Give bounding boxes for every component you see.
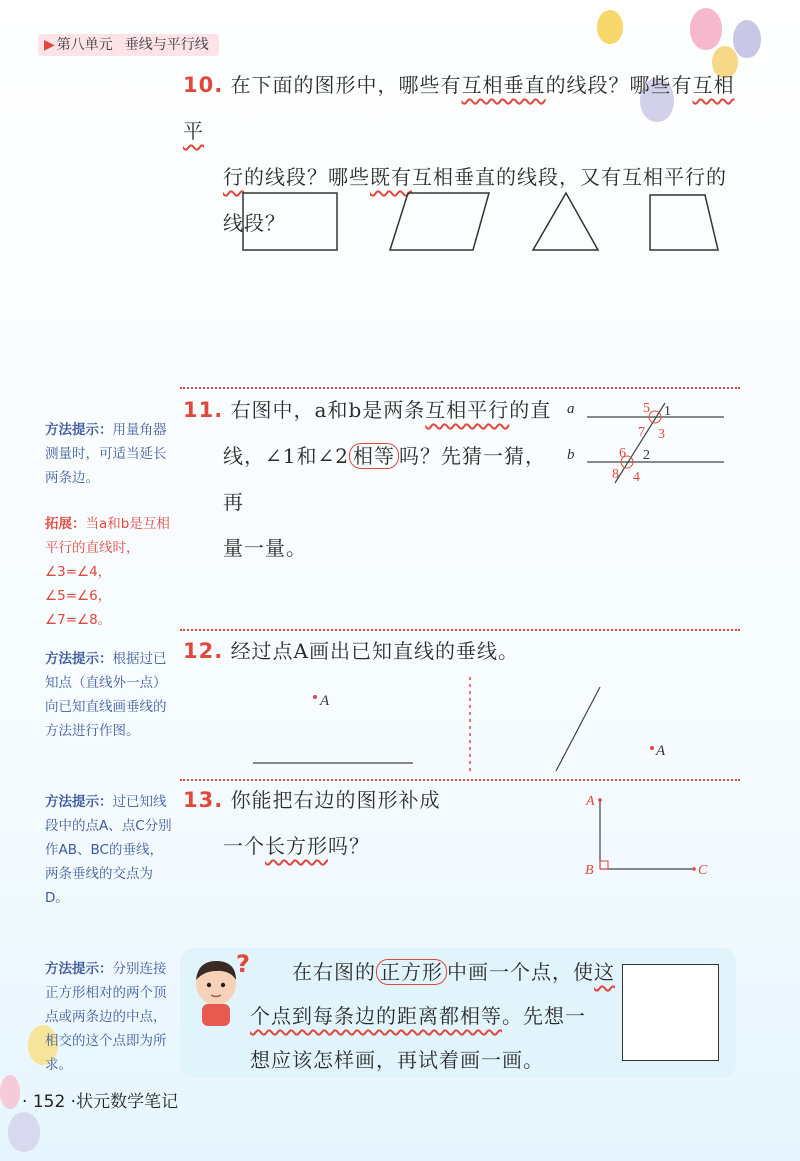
point-label: A <box>320 693 330 709</box>
given-line-right <box>556 687 600 771</box>
trapezoid-shape <box>650 195 718 250</box>
tip-title: 拓展： <box>45 516 86 532</box>
angle-label: 7 <box>638 425 645 440</box>
question-number: 11. <box>183 398 224 422</box>
angle-label: 3 <box>658 427 665 442</box>
question-12-text <box>183 628 519 674</box>
question-13-line2 <box>183 823 523 869</box>
balloon-decoration <box>690 8 722 50</box>
text-segment: 你能把右边的图形补成 <box>230 788 441 812</box>
text-segment: 线，∠1和∠2 <box>223 444 349 468</box>
wavy-text: 既有 <box>370 165 412 189</box>
book-title: ·状元数学笔记 <box>70 1092 179 1112</box>
text-segment: 在下面的图形中，哪些有 <box>230 73 462 97</box>
angle-label: 8 <box>612 467 619 482</box>
circled-text: 正方形 <box>376 959 447 985</box>
balloon-decoration <box>8 1112 40 1152</box>
unit-header <box>38 34 219 56</box>
challenge-text <box>250 950 615 1082</box>
text-segment: 在右图的 <box>292 960 376 984</box>
text-segment: 的线段？哪些 <box>244 165 370 189</box>
text-segment: 线段？ <box>223 211 286 235</box>
question-10-shapes <box>230 185 740 265</box>
text-segment: 的线段？哪些有 <box>545 73 693 97</box>
question-11-line3 <box>183 525 553 571</box>
question-11 <box>183 387 553 571</box>
text-segment: 经过点A画出已知直线的垂线。 <box>230 639 520 663</box>
wavy-text: 互相垂直 <box>461 73 546 97</box>
tip-body: 用量角器测量时，可适当延长两条边。 <box>45 422 167 486</box>
challenge-line1 <box>250 950 615 994</box>
balloon-decoration <box>597 10 623 44</box>
question-11-line1 <box>183 387 553 433</box>
square-figure <box>622 964 719 1061</box>
unit-subtitle: 垂线与平行线 <box>124 37 209 53</box>
point-a <box>598 798 602 802</box>
text-segment: 吗？先猜一猜，再 <box>223 444 546 514</box>
wavy-text: 行 <box>223 165 244 189</box>
rectangle-shape <box>243 193 337 250</box>
tip-body: 根据过已知点（直线外一点）向已知直线画垂线的方法进行作图。 <box>45 651 167 739</box>
question-12-figures <box>240 675 690 775</box>
text-segment: 。先想一 <box>502 1004 586 1028</box>
point-a-left <box>313 695 317 699</box>
wavy-text: 个点到每条边的距离都相等 <box>250 1004 502 1028</box>
tip-body: 过已知线段中的点A、点C分别作AB、BC的垂线，两条垂线的交点为D。 <box>45 794 172 906</box>
right-angle-figure <box>580 788 720 883</box>
tip-measure <box>45 418 175 490</box>
tip-body: 当a和b是互相平行的直线时，∠3=∠4，∠5=∠6，∠7=∠8。 <box>45 516 170 628</box>
point-c <box>692 867 696 871</box>
angle-label: 6 <box>619 446 626 461</box>
point-label: A <box>656 743 666 759</box>
text-segment: 右图中，a和b是两条 <box>230 398 426 422</box>
challenge-line2 <box>250 994 600 1038</box>
transversal-line <box>615 403 665 483</box>
text-segment: 中画一个点，使 <box>447 960 594 984</box>
question-mark-icon: ? <box>236 950 250 978</box>
tip-title: 方法提示： <box>45 651 113 667</box>
tip-title: 方法提示： <box>45 422 113 438</box>
question-10-text <box>183 62 743 154</box>
balloon-decoration <box>733 20 761 58</box>
angle-label: 1 <box>664 404 671 419</box>
question-11-line2 <box>183 433 553 525</box>
triangle-icon: ▶ <box>44 37 55 53</box>
label-a: A <box>586 794 595 809</box>
question-number: 13. <box>183 788 224 812</box>
angle-label: 4 <box>633 470 640 485</box>
parallelogram-shape <box>390 193 489 250</box>
balloon-decoration <box>0 1075 20 1109</box>
bullet: · <box>22 1092 28 1112</box>
tip-body: 分别连接正方形相对的两个顶点或两条边的中点，相交的这个点即为所求。 <box>45 961 167 1073</box>
text-segment: 的直 <box>509 398 552 422</box>
page-number: 152 <box>32 1092 66 1112</box>
question-13 <box>183 777 523 869</box>
page-footer <box>22 1087 178 1112</box>
wavy-text: 互相平 <box>183 73 735 143</box>
tip-rectangle <box>45 790 175 910</box>
wavy-text: 长方形 <box>265 834 328 858</box>
tip-title: 方法提示： <box>45 961 113 977</box>
wavy-text: 互相平行 <box>425 398 510 422</box>
unit-label: 第八单元 <box>56 37 113 53</box>
tip-perpendicular <box>45 647 175 743</box>
question-13-line1 <box>183 777 523 823</box>
tip-extension <box>45 512 175 632</box>
angle-label: 5 <box>643 401 650 416</box>
label-c: C <box>698 863 708 878</box>
angle-label: 2 <box>643 448 650 463</box>
circled-text: 相等 <box>349 443 399 469</box>
text-segment: 量一量。 <box>223 536 307 560</box>
label-b: B <box>585 863 594 878</box>
challenge-line3 <box>250 1038 600 1082</box>
text-segment: 吗？ <box>328 834 370 858</box>
text-segment: 想应该怎样画，再试着画一画。 <box>250 1048 544 1072</box>
label-a: a <box>567 401 575 417</box>
question-number: 10. <box>183 73 224 97</box>
tip-square-center <box>45 957 175 1077</box>
text-segment: 一个 <box>223 834 265 858</box>
wavy-text: 这 <box>594 960 615 984</box>
text-segment: 互相垂直的线段，又有互相平行的 <box>412 165 727 189</box>
right-angle-mark <box>600 861 608 869</box>
question-number: 12. <box>183 639 224 663</box>
point-a-right <box>650 746 654 750</box>
label-b: b <box>567 447 575 463</box>
parallel-lines-figure <box>562 395 732 490</box>
tip-title: 方法提示： <box>45 794 113 810</box>
triangle-shape <box>533 193 598 250</box>
